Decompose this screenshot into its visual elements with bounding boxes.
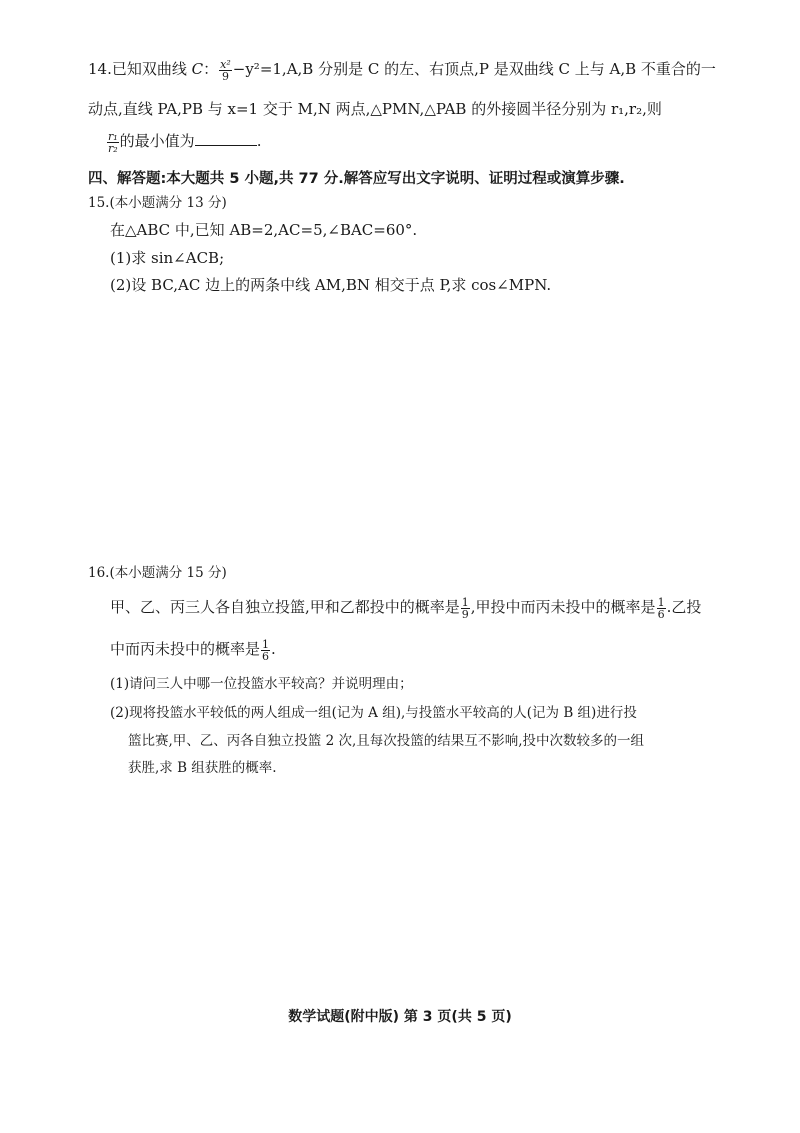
- q15-stem: 在△ABC 中,已知 AB=2,AC=5,∠BAC=60°.: [110, 221, 418, 239]
- q14-answer-blank: [195, 131, 257, 146]
- q16-stem-a: 甲、乙、丙三人各自独立投篮,甲和乙都投中的概率是: [110, 598, 460, 616]
- q16-frac3-denominator: 6: [262, 649, 270, 663]
- section-4-heading: 四、解答题:本大题共 5 小题,共 77 分.解答应写出文字说明、证明过程或演算步骤.: [88, 171, 625, 187]
- q14-line-3-text: 的最小值为: [119, 132, 195, 150]
- q16-answer-space: [0, 785, 800, 995]
- q16-stem-d: 中而丙未投中的概率是: [110, 640, 261, 658]
- q16-fraction-2: [657, 597, 666, 620]
- q14-ratio-fraction: [107, 131, 119, 154]
- q15-header: [88, 192, 227, 214]
- q16-fraction-3: [261, 639, 270, 662]
- q14-line-3: [106, 130, 261, 154]
- q16-part-2-line-2: 篮比赛,甲、乙、丙各自独立投篮 2 次,且每次投篮的结果互不影响,投中次数较多的一组: [128, 733, 645, 749]
- q14-curve-name: C: [191, 60, 204, 78]
- q15-part-2: (2)设 BC,AC 边上的两条中线 AM,BN 相交于点 P,求 cos∠MPN.: [110, 276, 552, 294]
- q16-fraction-1: [461, 597, 470, 620]
- q16-part-2-line-3: 获胜,求 B 组获胜的概率.: [128, 760, 277, 776]
- q16-frac2-denominator: 6: [657, 607, 665, 621]
- q14-text-a: 已知双曲线: [111, 60, 192, 78]
- q16-part-1: (1)请问三人中哪一位投篮水平较高？并说明理由；: [110, 676, 413, 692]
- q15-part-1: (1)求 sin∠ACB;: [110, 249, 225, 267]
- q14-text-b: −y²=1,: [232, 60, 287, 78]
- q14-colon: ：: [203, 60, 219, 78]
- q16-stem-b: ,甲投中而丙未投中的概率是: [470, 598, 656, 616]
- q16-stem-line-2: [110, 638, 276, 662]
- q14-ratio-numerator: r₁: [108, 129, 118, 143]
- q16-points: (本小题满分 15 分): [109, 565, 227, 581]
- q16-frac1-numerator: 1: [461, 595, 469, 609]
- q16-frac1-denominator: 9: [461, 607, 469, 621]
- q16-stem-line-1: [110, 596, 701, 620]
- q14-line-2: 动点,直线 PA,PB 与 x=1 交于 M,N 两点,△PMN,△PAB 的外接圆半径分别为 r₁,r₂,则: [88, 100, 662, 118]
- q14-number: 14.: [88, 60, 112, 78]
- q16-frac3-numerator: 1: [262, 637, 270, 651]
- q14-frac-numerator: x²: [220, 57, 231, 71]
- q14-ratio-denominator: r₂: [108, 141, 118, 155]
- q16-header: [88, 562, 227, 584]
- q16-frac2-numerator: 1: [657, 595, 665, 609]
- page-footer: 数学试题(附中版) 第 3 页(共 5 页): [288, 1009, 512, 1025]
- q16-stem-c: .乙投: [666, 598, 702, 616]
- q16-part-2-line-1: (2)现将投篮水平较低的两人组成一组(记为 A 组),与投篮水平较高的人(记为 B 组)进行投: [110, 705, 637, 721]
- q14-frac-denominator: 9: [221, 69, 229, 83]
- q16-number: 16.: [88, 565, 110, 581]
- q14-text-c: A,B 分别是 C 的左、右顶点,P 是双曲线 C 上与 A,B 不重合的一: [286, 60, 716, 78]
- q16-stem-e: .: [271, 640, 276, 658]
- q15-points: (本小题满分 13 分): [109, 195, 227, 211]
- q15-number: 15.: [88, 195, 110, 211]
- q15-answer-space: [0, 300, 800, 555]
- q14-line-3-end: .: [256, 132, 262, 150]
- q14-hyperbola-fraction: [219, 59, 232, 82]
- q14-line-1: [88, 58, 716, 82]
